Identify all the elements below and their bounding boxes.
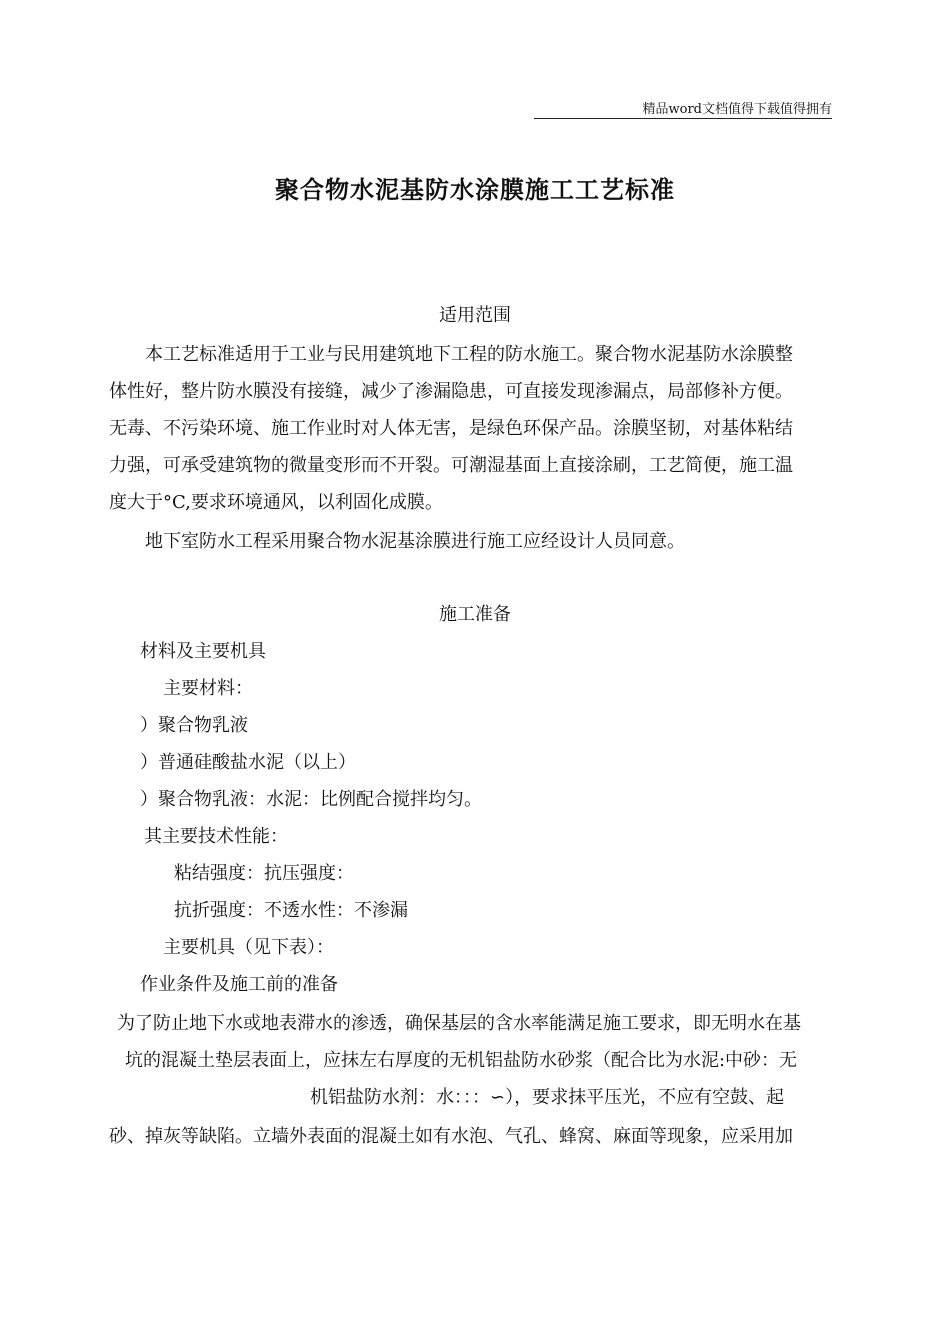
header-note: 精品word文档值得下载值得拥有: [642, 102, 832, 117]
spec-line: 粘结强度：抗压强度：: [174, 863, 354, 884]
paragraph-line: 度大于°C,要求环境通风，以利固化成膜。: [109, 492, 443, 513]
header-rule: [534, 118, 832, 119]
paragraph-line: 为了防止地下水或地表滞水的渗透，确保基层的含水率能满足施工要求，即无明水在基: [117, 1013, 801, 1034]
document-title: 聚合物水泥基防水涂膜施工工艺标准: [275, 176, 675, 204]
subheading-work-conditions: 作业条件及施工前的准备: [140, 974, 338, 995]
subheading-technical-performance: 其主要技术性能：: [144, 826, 288, 847]
list-item: ）普通硅酸盐水泥（以上）: [140, 752, 356, 773]
paragraph-line: 体性好，整片防水膜没有接缝，减少了渗漏隐患，可直接发现渗漏点，局部修补方便。: [109, 381, 793, 402]
paragraph-line: 地下室防水工程采用聚合物水泥基涂膜进行施工应经设计人员同意。: [145, 531, 685, 552]
paragraph-line: 砂、掉灰等缺陷。立墙外表面的混凝土如有水泡、气孔、蜂窝、麻面等现象，应采用加: [109, 1126, 793, 1147]
subheading-materials-tools: 材料及主要机具: [140, 641, 266, 662]
paragraph-line: 坑的混凝土垫层表面上，应抹左右厚度的无机铝盐防水砂浆（配合比为水泥:中砂：无: [125, 1050, 798, 1071]
subheading-main-tools: 主要机具（见下表）：: [163, 937, 334, 958]
subheading-main-materials: 主要材料：: [163, 678, 253, 699]
list-item: ）聚合物乳液：水泥：比例配合搅拌均匀。: [140, 789, 482, 810]
paragraph-line: 本工艺标准适用于工业与民用建筑地下工程的防水施工。聚合物水泥基防水涂膜整: [145, 344, 793, 365]
section-heading-preparation: 施工准备: [439, 604, 511, 625]
section-heading-scope: 适用范围: [439, 305, 511, 326]
paragraph-line: 机铝盐防水剂：水：：：∽），要求抹平压光，不应有空鼓、起: [310, 1087, 785, 1108]
list-item: ）聚合物乳液: [140, 715, 248, 736]
paragraph-line: 力强，可承受建筑物的微量变形而不开裂。可潮湿基面上直接涂刷，工艺简便，施工温: [109, 455, 793, 476]
spec-line: 抗折强度：不透水性：不渗漏: [174, 900, 408, 921]
paragraph-line: 无毒、不污染环境、施工作业时对人体无害，是绿色环保产品。涂膜坚韧，对基体粘结: [109, 418, 793, 439]
